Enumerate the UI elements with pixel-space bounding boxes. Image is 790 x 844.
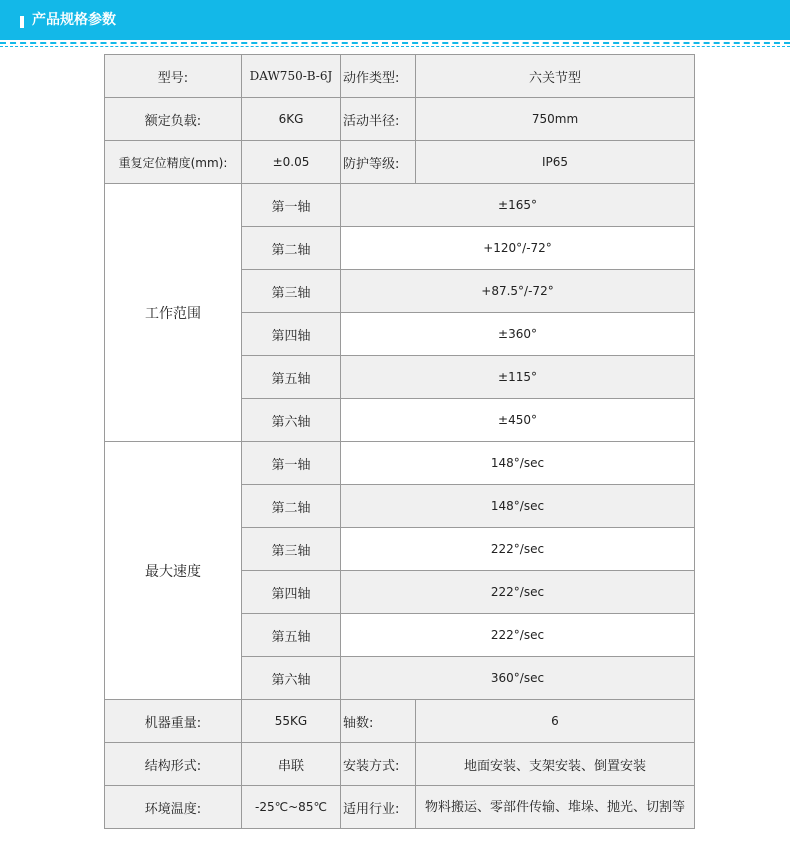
header-divider-thin xyxy=(0,46,790,47)
range-value-6: ±450° xyxy=(341,399,695,442)
range-value-5: ±115° xyxy=(341,356,695,399)
radius-label: 活动半径: xyxy=(341,98,416,141)
speed-axis-3: 第三轴 xyxy=(242,528,341,571)
install-value: 地面安装、支架安装、倒置安装 xyxy=(416,743,695,786)
range-axis-2: 第二轴 xyxy=(242,227,341,270)
structure-label: 结构形式: xyxy=(105,743,242,786)
table-row xyxy=(105,55,695,98)
speed-value-4: 222°/sec xyxy=(341,571,695,614)
speed-axis-5: 第五轴 xyxy=(242,614,341,657)
speed-value-3: 222°/sec xyxy=(341,528,695,571)
speed-axis-2: 第二轴 xyxy=(242,485,341,528)
range-axis-5: 第五轴 xyxy=(242,356,341,399)
industry-label: 适用行业: xyxy=(341,786,416,829)
table-row xyxy=(105,184,695,227)
range-value-1: ±165° xyxy=(341,184,695,227)
industry-cell xyxy=(416,786,695,829)
industry-value: 物料搬运、零部件传输、堆垛、抛光、切割等 xyxy=(424,799,685,815)
payload-value: 6KG xyxy=(242,98,341,141)
repeat-label: 重复定位精度(mm): xyxy=(105,141,242,184)
section-header xyxy=(0,0,790,40)
install-label: 安装方式: xyxy=(341,743,416,786)
range-value-2: +120°/-72° xyxy=(341,227,695,270)
model-value: DAW750-B-6J xyxy=(242,55,341,98)
range-value-4: ±360° xyxy=(341,313,695,356)
protect-label: 防护等级: xyxy=(341,141,416,184)
repeat-value: ±0.05 xyxy=(242,141,341,184)
speed-value-2: 148°/sec xyxy=(341,485,695,528)
header-divider xyxy=(0,42,790,44)
range-axis-1: 第一轴 xyxy=(242,184,341,227)
motion-label: 动作类型: xyxy=(341,55,416,98)
header-bar-icon xyxy=(20,16,24,28)
speed-value-6: 360°/sec xyxy=(341,657,695,700)
radius-value: 750mm xyxy=(416,98,695,141)
table-row xyxy=(105,98,695,141)
weight-label: 机器重量: xyxy=(105,700,242,743)
temp-value: -25℃~85℃ xyxy=(242,786,341,829)
table-row xyxy=(105,141,695,184)
table-row xyxy=(105,700,695,743)
table-row xyxy=(105,442,695,485)
protect-value: IP65 xyxy=(416,141,695,184)
speed-axis-1: 第一轴 xyxy=(242,442,341,485)
section-title: 产品规格参数 xyxy=(32,12,116,28)
speed-value-1: 148°/sec xyxy=(341,442,695,485)
speed-value-5: 222°/sec xyxy=(341,614,695,657)
range-axis-6: 第六轴 xyxy=(242,399,341,442)
payload-label: 额定负载: xyxy=(105,98,242,141)
weight-value: 55KG xyxy=(242,700,341,743)
range-axis-3: 第三轴 xyxy=(242,270,341,313)
table-row xyxy=(105,786,695,829)
spec-table xyxy=(104,54,695,829)
table-row xyxy=(105,743,695,786)
axes-value: 6 xyxy=(416,700,695,743)
range-group-label: 工作范围 xyxy=(105,184,242,442)
motion-value: 六关节型 xyxy=(416,55,695,98)
structure-value: 串联 xyxy=(242,743,341,786)
speed-axis-6: 第六轴 xyxy=(242,657,341,700)
range-value-3: +87.5°/-72° xyxy=(341,270,695,313)
range-axis-4: 第四轴 xyxy=(242,313,341,356)
model-label: 型号: xyxy=(105,55,242,98)
speed-group-label: 最大速度 xyxy=(105,442,242,700)
axes-label: 轴数: xyxy=(341,700,416,743)
speed-axis-4: 第四轴 xyxy=(242,571,341,614)
temp-label: 环境温度: xyxy=(105,786,242,829)
